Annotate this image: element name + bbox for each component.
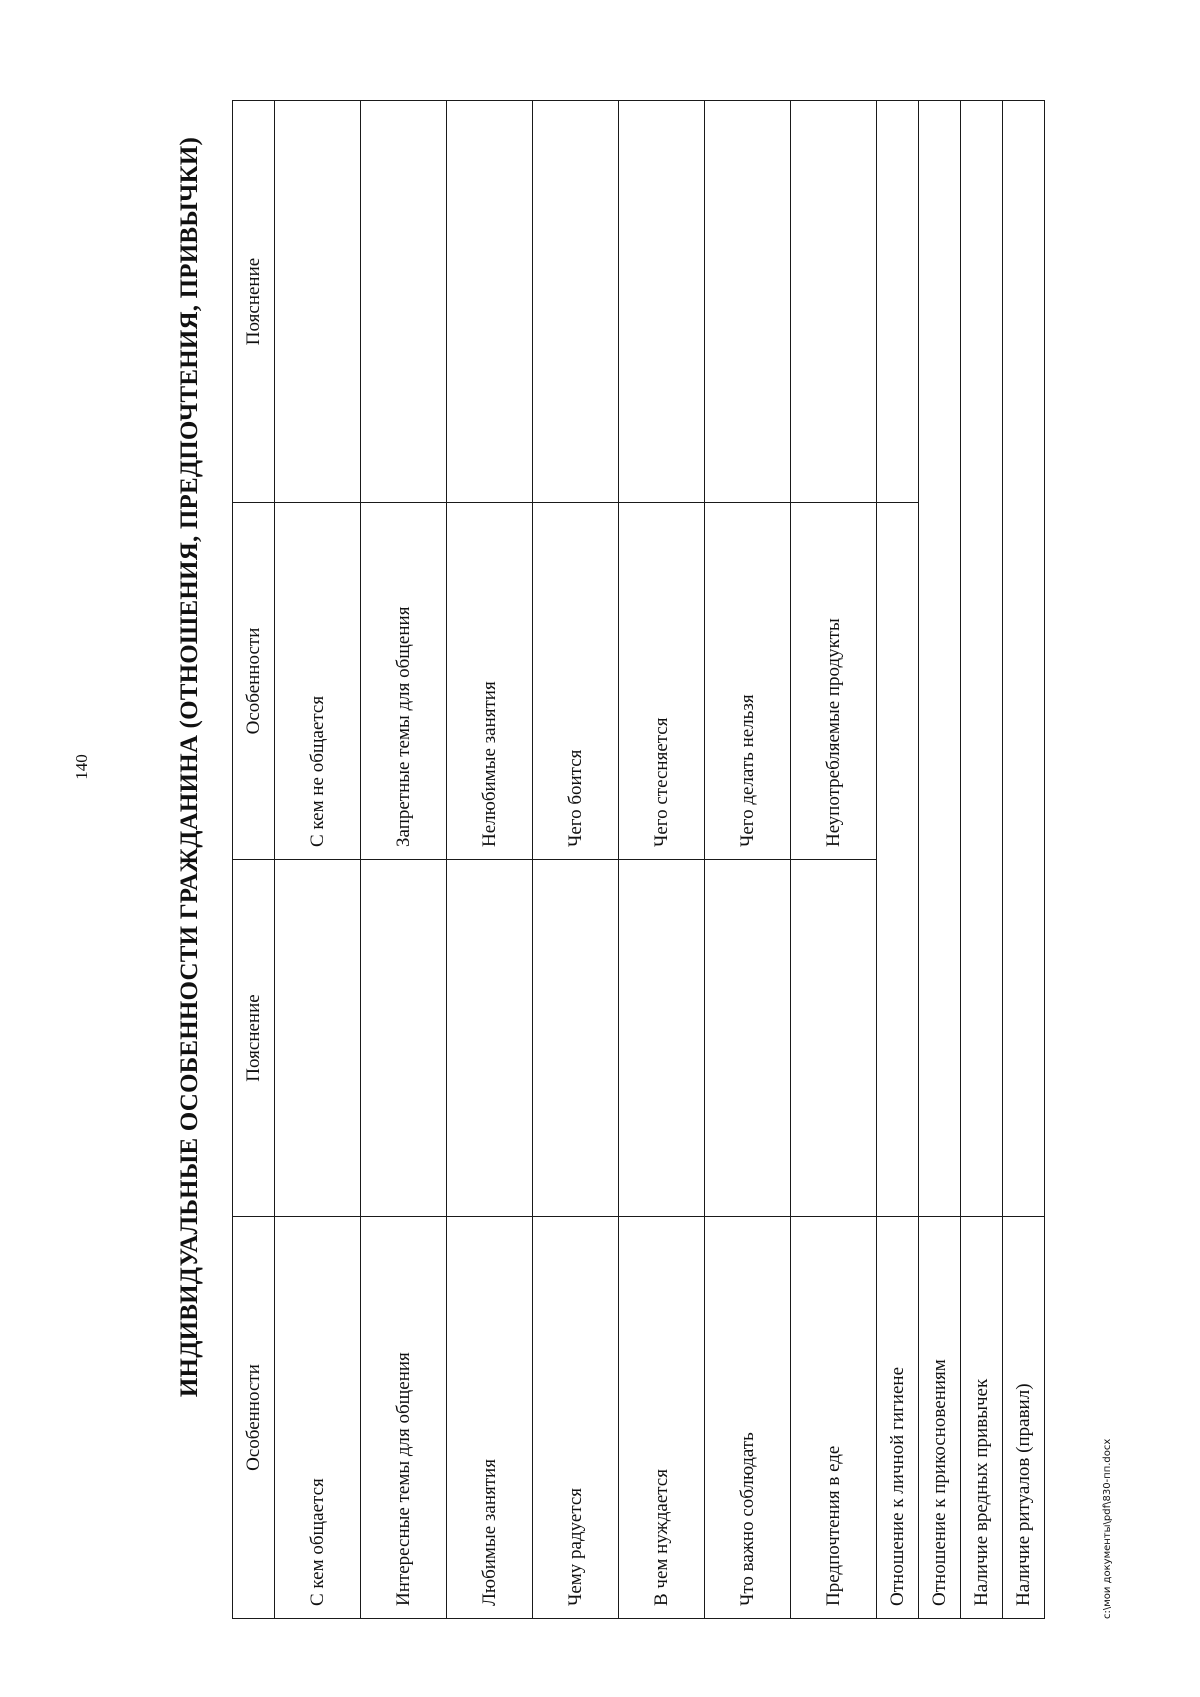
page-number: 140 (72, 754, 91, 780)
feature-right-cell: Запретные темы для общения (361, 503, 447, 860)
document-title: ИНДИВИДУАЛЬНЫЕ ОСОБЕННОСТИ ГРАЖДАНИНА (ОТНОШЕНИЯ, ПРЕДПОЧТЕНИЯ, ПРИВЫЧКИ) (176, 136, 203, 1398)
feature-left-cell: Предпочтения в еде (791, 1217, 877, 1619)
table-row (533, 101, 619, 1619)
table-row (961, 101, 1003, 1619)
feature-left-cell: Чему радуется (533, 1217, 619, 1619)
feature-single-cell: Наличие ритуалов (правил) (1003, 1217, 1045, 1619)
explanation-left-cell[interactable] (619, 860, 705, 1217)
header-features-right: Особенности (233, 503, 275, 860)
explanation-left-cell[interactable] (361, 860, 447, 1217)
table-row (705, 101, 791, 1619)
feature-right-cell: Нелюбимые занятия (447, 503, 533, 860)
table-row (919, 101, 961, 1619)
feature-single-cell: Отношение к личной гигиене (877, 1217, 919, 1619)
explanation-left-cell[interactable] (447, 860, 533, 1217)
explanation-left-cell[interactable] (275, 860, 361, 1217)
header-explanation-left: Пояснение (233, 860, 275, 1217)
explanation-single-cell[interactable] (877, 503, 919, 1217)
explanation-right-cell[interactable] (619, 101, 705, 503)
header-explanation-right: Пояснение (233, 101, 275, 503)
table-row (275, 101, 361, 1619)
table-row (877, 101, 919, 1619)
table-row (361, 101, 447, 1619)
feature-right-cell: Чего стесняется (619, 503, 705, 860)
explanation-single-cell[interactable] (1003, 101, 1045, 1217)
feature-right-cell: Неупотребляемые продукты (791, 503, 877, 860)
header-features-left: Особенности (233, 1217, 275, 1619)
feature-right-cell: Чего делать нельзя (705, 503, 791, 860)
feature-left-cell: Интересные темы для общения (361, 1217, 447, 1619)
feature-right-cell: Чего боится (533, 503, 619, 860)
explanation-right-cell[interactable] (361, 101, 447, 503)
feature-left-cell: С кем общается (275, 1217, 361, 1619)
feature-single-cell: Отношение к прикосновениям (919, 1217, 961, 1619)
explanation-left-cell[interactable] (705, 860, 791, 1217)
feature-left-cell: Любимые занятия (447, 1217, 533, 1619)
feature-single-cell: Наличие вредных привычек (961, 1217, 1003, 1619)
features-table (232, 100, 1045, 1619)
explanation-single-cell[interactable] (961, 101, 1003, 1217)
explanation-single-cell-extra[interactable] (877, 101, 919, 503)
explanation-right-cell[interactable] (533, 101, 619, 503)
feature-right-cell: С кем не общается (275, 503, 361, 860)
table-row (791, 101, 877, 1619)
table-header-row (233, 101, 275, 1619)
explanation-single-cell[interactable] (919, 101, 961, 1217)
feature-left-cell: Что важно соблюдать (705, 1217, 791, 1619)
feature-left-cell: В чем нуждается (619, 1217, 705, 1619)
explanation-right-cell[interactable] (791, 101, 877, 503)
explanation-left-cell[interactable] (533, 860, 619, 1217)
table-row (447, 101, 533, 1619)
table-row (1003, 101, 1045, 1619)
footer-file-path: c:\мои документы\pdf\830-пп.docx (1102, 1438, 1113, 1619)
explanation-right-cell[interactable] (447, 101, 533, 503)
table-row (619, 101, 705, 1619)
explanation-right-cell[interactable] (705, 101, 791, 503)
explanation-left-cell[interactable] (791, 860, 877, 1217)
explanation-right-cell[interactable] (275, 101, 361, 503)
